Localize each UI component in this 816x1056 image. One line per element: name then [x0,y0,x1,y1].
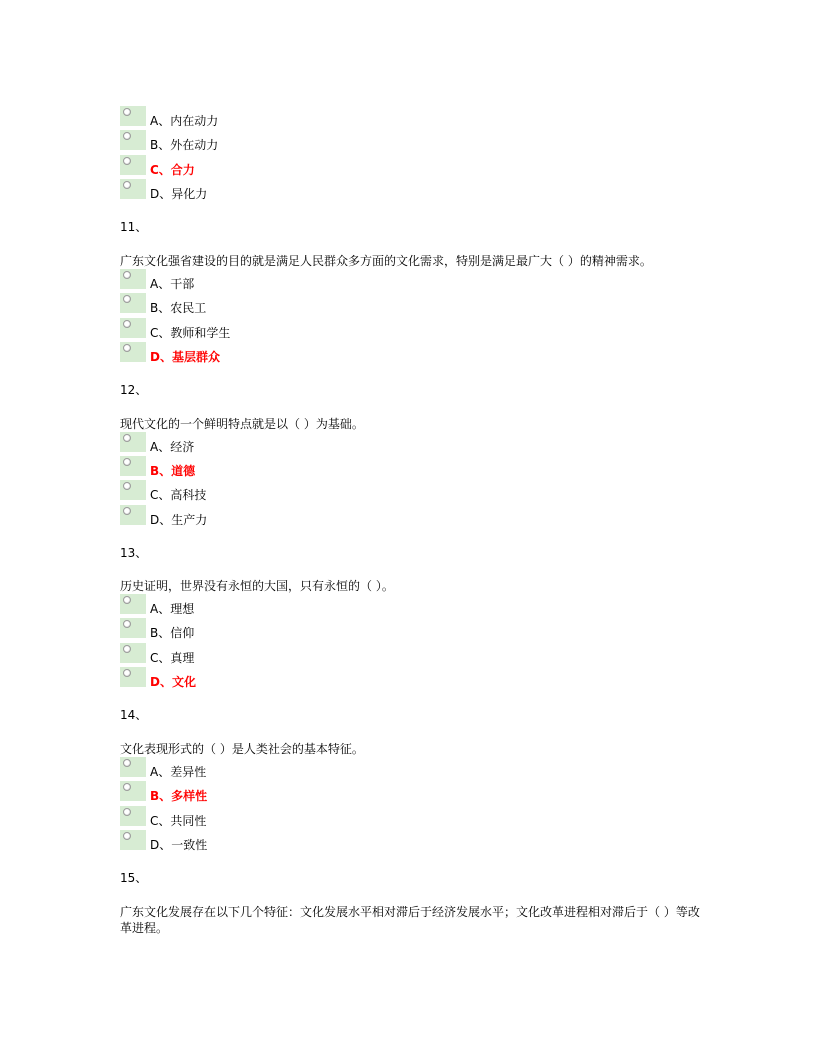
radio-button[interactable] [120,179,146,199]
option-label-correct: C、合力 [150,163,195,177]
question-number: 12、 [120,383,148,397]
radio-button[interactable] [120,806,146,826]
radio-button[interactable] [120,505,146,525]
question-text: 广东文化发展存在以下几个特征：文化发展水平相对滞后于经济发展水平；文化改革进程相对滞后于（ ）等改革进程。 [120,905,700,935]
radio-circle-icon [123,320,131,328]
radio-button[interactable] [120,830,146,850]
radio-circle-icon [123,132,131,140]
question-text: 广东文化强省建设的目的就是满足人民群众多方面的文化需求，特别是满足最广大（ ）的精神需求。 [120,254,652,268]
option-label: D、一致性 [150,838,208,852]
q13-option-b[interactable] [120,618,680,642]
question-number: 14、 [120,708,148,722]
radio-circle-icon [123,181,131,189]
q11-option-d[interactable] [120,342,680,366]
option-label: A、差异性 [150,765,207,779]
radio-button[interactable] [120,480,146,500]
radio-circle-icon [123,507,131,515]
q14-option-a[interactable] [120,757,680,781]
q14-option-d[interactable] [120,830,680,854]
question-number: 11、 [120,220,148,234]
question-text: 历史证明，世界没有永恒的大国，只有永恒的（ ）。 [120,579,394,593]
q12-option-c[interactable] [120,480,680,504]
radio-circle-icon [123,620,131,628]
radio-button[interactable] [120,456,146,476]
radio-circle-icon [123,808,131,816]
q11-option-c[interactable] [120,318,680,342]
option-label-correct: B、多样性 [150,789,208,803]
radio-circle-icon [123,108,131,116]
q12-option-a[interactable] [120,432,680,456]
option-label: C、教师和学生 [150,326,231,340]
radio-circle-icon [123,344,131,352]
radio-button[interactable] [120,781,146,801]
radio-circle-icon [123,596,131,604]
radio-circle-icon [123,832,131,840]
q11-option-b[interactable] [120,293,680,317]
option-label: A、理想 [150,602,195,616]
radio-circle-icon [123,783,131,791]
option-label-correct: B、道德 [150,464,196,478]
option-label: D、异化力 [150,187,208,201]
radio-button[interactable] [120,342,146,362]
q13-option-c[interactable] [120,643,680,667]
radio-button[interactable] [120,618,146,638]
option-label: D、生产力 [150,513,208,527]
option-label: B、信仰 [150,626,195,640]
radio-circle-icon [123,271,131,279]
question-text: 文化表现形式的（ ）是人类社会的基本特征。 [120,742,364,756]
radio-circle-icon [123,759,131,767]
radio-button[interactable] [120,130,146,150]
radio-circle-icon [123,482,131,490]
q12-option-b[interactable] [120,456,680,480]
option-label-correct: D、基层群众 [150,350,220,364]
radio-button[interactable] [120,757,146,777]
option-label-correct: D、文化 [150,675,196,689]
radio-button[interactable] [120,667,146,687]
q13-option-d[interactable] [120,667,680,691]
option-label: A、干部 [150,277,195,291]
radio-circle-icon [123,157,131,165]
q10-option-c[interactable] [120,155,680,179]
q11-option-a[interactable] [120,269,680,293]
option-label: B、外在动力 [150,138,219,152]
option-label: C、高科技 [150,488,207,502]
q14-option-b[interactable] [120,781,680,805]
option-label: A、内在动力 [150,114,219,128]
radio-circle-icon [123,645,131,653]
q10-option-b[interactable] [120,130,680,154]
radio-circle-icon [123,669,131,677]
q10-option-d[interactable] [120,179,680,203]
radio-circle-icon [123,295,131,303]
radio-button[interactable] [120,318,146,338]
q12-option-d[interactable] [120,505,680,529]
option-label: A、经济 [150,440,195,454]
radio-button[interactable] [120,293,146,313]
radio-button[interactable] [120,106,146,126]
question-text: 现代文化的一个鲜明特点就是以（ ）为基础。 [120,417,364,431]
q10-option-a[interactable] [120,106,680,130]
q14-option-c[interactable] [120,806,680,830]
q13-option-a[interactable] [120,594,680,618]
radio-button[interactable] [120,269,146,289]
question-number: 15、 [120,871,148,885]
radio-circle-icon [123,458,131,466]
option-label: C、真理 [150,651,195,665]
radio-button[interactable] [120,643,146,663]
option-label: B、农民工 [150,301,207,315]
question-number: 13、 [120,546,148,560]
radio-button[interactable] [120,155,146,175]
option-label: C、共同性 [150,814,207,828]
radio-circle-icon [123,434,131,442]
radio-button[interactable] [120,594,146,614]
radio-button[interactable] [120,432,146,452]
